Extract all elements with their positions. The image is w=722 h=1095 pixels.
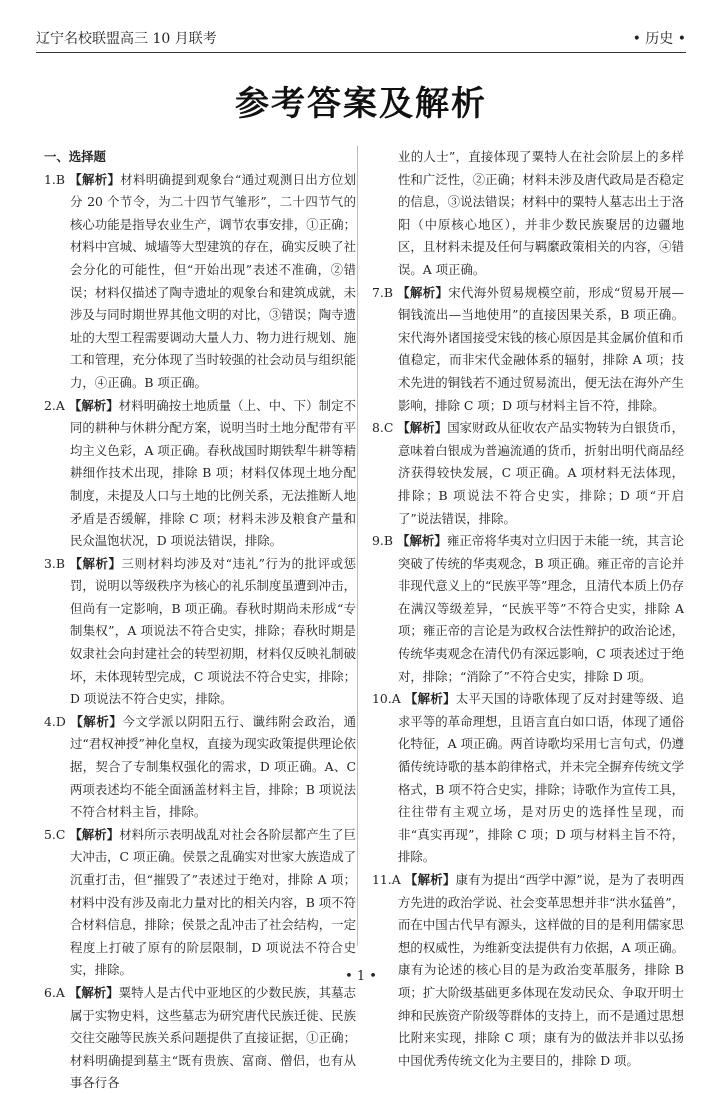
answer-choice: C [55, 826, 66, 842]
answer-choice: A [55, 397, 65, 413]
analysis-tag: 【解析】 [404, 691, 456, 707]
answer-item [44, 711, 356, 824]
analysis-tag: 【解析】 [69, 555, 122, 571]
answer-number: 7. [372, 284, 384, 300]
page-header [36, 20, 686, 53]
analysis-text: 材料明确按土地质量（上、中、下）制定不同的耕种与休耕分配方案，说明当时土地分配带有平均主义色彩，A 项正确。春秋战国时期铁犁牛耕等精耕细作技术出现，排除 B 项；材料仅体现土地分配制度，未提及人口与土地的比例关系，无法推断人地矛盾是否缓解，排除 C 项；材料未涉及粮食产量和民众温饱状况，D 项说法错误，排除。 [70, 397, 357, 549]
analysis-tag: 【解析】 [404, 872, 456, 887]
analysis-text: 康有为提出“西学中源”说，是为了表明西方先进的政治学说、社会变革思想并非“洪水猛兽”，而在中国古代早有源头，这样做的目的是利用儒家思想的权威性，为维新变法提供有力依据，A 项正确。康有为论述的核心目的是为政治变革服务，排除 B 项；扩大阶级基础更多体现在发动民众、争取开明士绅和民族资产阶级等群体的支持上，而不是通过思想比附来实现，排除 C 项；康有为的做法并非以弘扬中国优秀传统文化为主要目的，排除 D 项。 [398, 872, 685, 1068]
answer-number: 6. [44, 984, 56, 1000]
analysis-tag: 【解析】 [397, 284, 449, 300]
analysis-text: 雍正帝将华夷对立归因于未能一统，其言论突破了传统的华夷观念，B 项正确。雍正帝的言论并非现代意义上的“民族平等”理念，且清代本质上仍存在满汉等级差异，“民族平等”不符合史实，排除 A 项；雍正帝的言论是为政权合法性辩护的政治论述，传统华夷观念在清代仍有深远影响，C 项表述过于绝对，排除；“消除了”不符合史实，排除 D 项。 [398, 533, 685, 684]
answer-number: 5. [44, 826, 56, 842]
analysis-tag: 【解析】 [68, 984, 119, 1000]
answer-item [372, 530, 684, 688]
answer-item [44, 169, 356, 395]
analysis-tag: 【解析】 [69, 171, 121, 187]
answer-number: 1. [44, 171, 56, 187]
answer-number: 4. [44, 713, 56, 729]
analysis-text: 太平天国的诗歌体现了反对封建等级、追求平等的革命理想，且语言直白如口语，体现了通俗化特征，A 项正确。两首诗歌均采用七言句式，仍遵循传统诗歌的基本韵律格式，并未完全摒弃传统文学格式，B 项不符合史实，排除；诗歌作为宣传工具，往往带有主观立场，是对历史的选择性呈现，而非“真实再现”，排除 C 项；D 项与材料主旨不符，排除。 [398, 691, 684, 865]
right-answer-list [372, 282, 684, 1073]
answer-item [372, 417, 684, 530]
answer-choice: B [383, 284, 393, 300]
answer-item [44, 824, 356, 982]
answer-number: 10. [372, 691, 392, 707]
answer-choice: A [391, 872, 401, 887]
answer-item [44, 553, 356, 711]
answer-choice: B [55, 555, 65, 571]
analysis-tag: 【解析】 [69, 826, 120, 842]
analysis-text: 宋代海外贸易规模空前，形成“贸易开展—铜钱流出—当地使用”的直接因果关系，B 项正确。宋代海外诸国接受宋钱的核心原因是其金属价值和币值稳定，而非宋代金融体系的辐射，排除 A 项；技术先进的铜钱若不通过贸易流出，便无法在海外产生影响，排除 C 项；D 项与材料主旨不符，排除。 [398, 284, 684, 413]
left-answer-list [44, 169, 356, 1095]
continued-answer-text: 业的人士”，直接体现了粟特人在社会阶层上的多样性和广泛性，②正确；材料未涉及唐代政局是否稳定的信息，③说法错误；材料中的粟特人墓志出土于洛阳（中原核心地区），并非少数民族聚居的边疆地区，且材料未提及任何与羁縻政策相关的内容，④错误。A 项正确。 [398, 149, 684, 277]
analysis-tag: 【解析】 [70, 713, 123, 729]
analysis-tag: 【解析】 [68, 397, 119, 413]
answer-choice: A [55, 984, 65, 1000]
left-column [44, 146, 356, 1095]
analysis-tag: 【解析】 [397, 420, 448, 436]
header-subject: • 历史 • [632, 31, 686, 47]
page-number: • 1 • [345, 969, 377, 984]
analysis-text: 三则材料均涉及对“违礼”行为的批评或惩罚，说明以等级秩序为核心的礼乐制度虽遭到冲击，但尚有一定影响，B 项正确。春秋时期尚未形成“专制集权”，A 项说法不符合史实，排除；春秋时期是奴隶社会向封建社会的转型初期，材料仅反映礼制破坏，未体现转型完成，C 项说法不符合史实，排除；D 项说法不符合史实，排除。 [70, 555, 357, 707]
answer-item [372, 688, 684, 869]
answer-number: 3. [44, 555, 56, 571]
answer-number: 2. [44, 397, 56, 413]
answer-choice: B [55, 171, 65, 187]
answer-choice: D [55, 713, 66, 729]
answer-choice: A [391, 691, 401, 707]
section-heading: 一、选择题 [44, 149, 106, 164]
document-title: 参考答案及解析 [235, 84, 487, 124]
answer-number: 9. [372, 533, 384, 549]
answer-choice: C [383, 420, 394, 436]
analysis-text: 材料明确提到观象台“通过观测日出方位划分 20 个节令，为二十四节气雏形”，二十四节气的核心功能是指导农业生产，调节农事安排，①正确；材料中宫城、城墙等大型建筑的存在，确实反映了社会分化的可能性，但“开始出现”表述不准确，②错误；材料仅描述了陶寺遗址的观象台和建筑成就，未涉及与同时期世界其他文明的对比，③错误；陶寺遗址的大型工程需要调动大量人力、物力进行规划、施工和管理，充分体现了当时较强的社会动员与组织能力，④正确。B 项正确。 [70, 171, 356, 390]
answer-item [44, 982, 356, 1095]
analysis-text: 今文学派以阴阳五行、谶纬附会政治，通过“君权神授”神化皇权，直接为现实政策提供理论依据，契合了专制集权强化的需求，D 项正确。A、C 两项表述均不能全面涵盖材料主旨，排除；B 项说法不符合材料主旨，排除。 [70, 713, 356, 820]
analysis-text: 粟特人是古代中亚地区的少数民族，其墓志属于实物史料，这些墓志为研究唐代民族迁徙、民族交往交融等民族关系问题提供了直接证据，①正确；材料明确提到墓主“既有贵族、富商、僧侣，也有从事各行各 [70, 984, 357, 1091]
right-column [372, 146, 684, 1072]
answer-item [372, 282, 684, 418]
analysis-tag: 【解析】 [396, 533, 447, 549]
analysis-text: 材料所示表明战乱对社会各阶层都产生了巨大冲击，C 项正确。侯景之乱确实对世家大族造成了沉重打击，但“摧毁了”表述过于绝对，排除 A 项；材料中没有涉及南北力量对比的相关内容，B 项不符合材料信息，排除；侯景之乱冲击了社会结构，一定程度上打破了原有的阶层限制，D 项说法不符合史实，排除。 [70, 826, 357, 978]
answer-number: 11. [372, 872, 392, 887]
answer-item [44, 395, 356, 553]
answer-choice: B [383, 533, 393, 549]
analysis-text: 国家财政从征收农产品实物转为白银货币，意味着白银成为普遍流通的货币，折射出明代商品经济获得较快发展，C 项正确。A 项材料无法体现，排除；B 项说法不符合史实，排除；D 项“开启了”说法错误，排除。 [398, 420, 684, 526]
header-exam-name: 辽宁名校联盟高三 10 月联考 [36, 31, 217, 47]
column-divider [357, 146, 358, 946]
answer-number: 8. [372, 420, 384, 436]
